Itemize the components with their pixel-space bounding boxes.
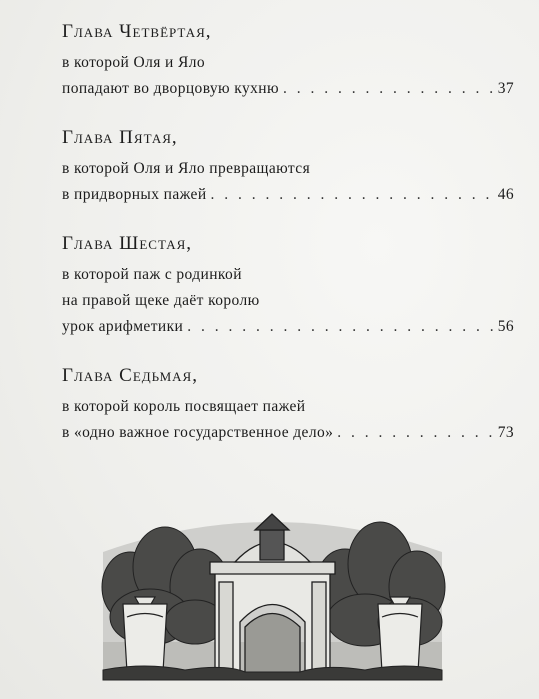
dot-leader xyxy=(337,420,493,446)
chapter-subtitle-line: в которой Оля и Яло xyxy=(62,54,205,71)
chapter-subtitle-text: в придворных пажей xyxy=(62,186,207,203)
chapter-subtitle-last-line xyxy=(62,76,514,102)
right-pedestal xyxy=(378,597,422,672)
chapter-subtitle-text: в «одно важное государственное дело» xyxy=(62,424,334,441)
chapter-subtitle-line: в которой король посвящает пажей xyxy=(62,398,306,415)
chapter-subtitle-line: в которой паж с родинкой xyxy=(62,266,242,283)
dot-leader xyxy=(187,314,493,340)
chapter-subtitle-last-line xyxy=(62,314,514,340)
page-number: 73 xyxy=(497,424,514,441)
table-of-contents xyxy=(62,18,514,468)
chapter-heading: Глава Четвёртая, xyxy=(62,21,212,42)
dot-leader xyxy=(283,76,494,102)
chapter-subtitle-last-line xyxy=(62,182,514,208)
chapter-heading: Глава Седьмая, xyxy=(62,365,198,386)
chapter-heading: Глава Пятая, xyxy=(62,127,178,148)
left-pedestal xyxy=(123,597,167,672)
toc-entry-chapter-7 xyxy=(62,362,514,446)
palace-gate-illustration xyxy=(95,492,450,684)
chapter-subtitle-line: на правой щеке даёт королю xyxy=(62,292,260,309)
page-number: 46 xyxy=(497,186,514,203)
chapter-heading: Глава Шестая, xyxy=(62,233,193,254)
toc-entry-chapter-6 xyxy=(62,230,514,340)
chapter-subtitle-last-line xyxy=(62,420,514,446)
chapter-subtitle-text: урок арифметики xyxy=(62,318,184,335)
chapter-subtitle-text: попадают во дворцовую кухню xyxy=(62,80,279,97)
dot-leader xyxy=(211,182,494,208)
page-number: 37 xyxy=(497,80,514,97)
toc-entry-chapter-4 xyxy=(62,18,514,102)
toc-entry-chapter-5 xyxy=(62,124,514,208)
page-number: 56 xyxy=(497,318,514,335)
chapter-subtitle-line: в которой Оля и Яло превращаются xyxy=(62,160,311,177)
